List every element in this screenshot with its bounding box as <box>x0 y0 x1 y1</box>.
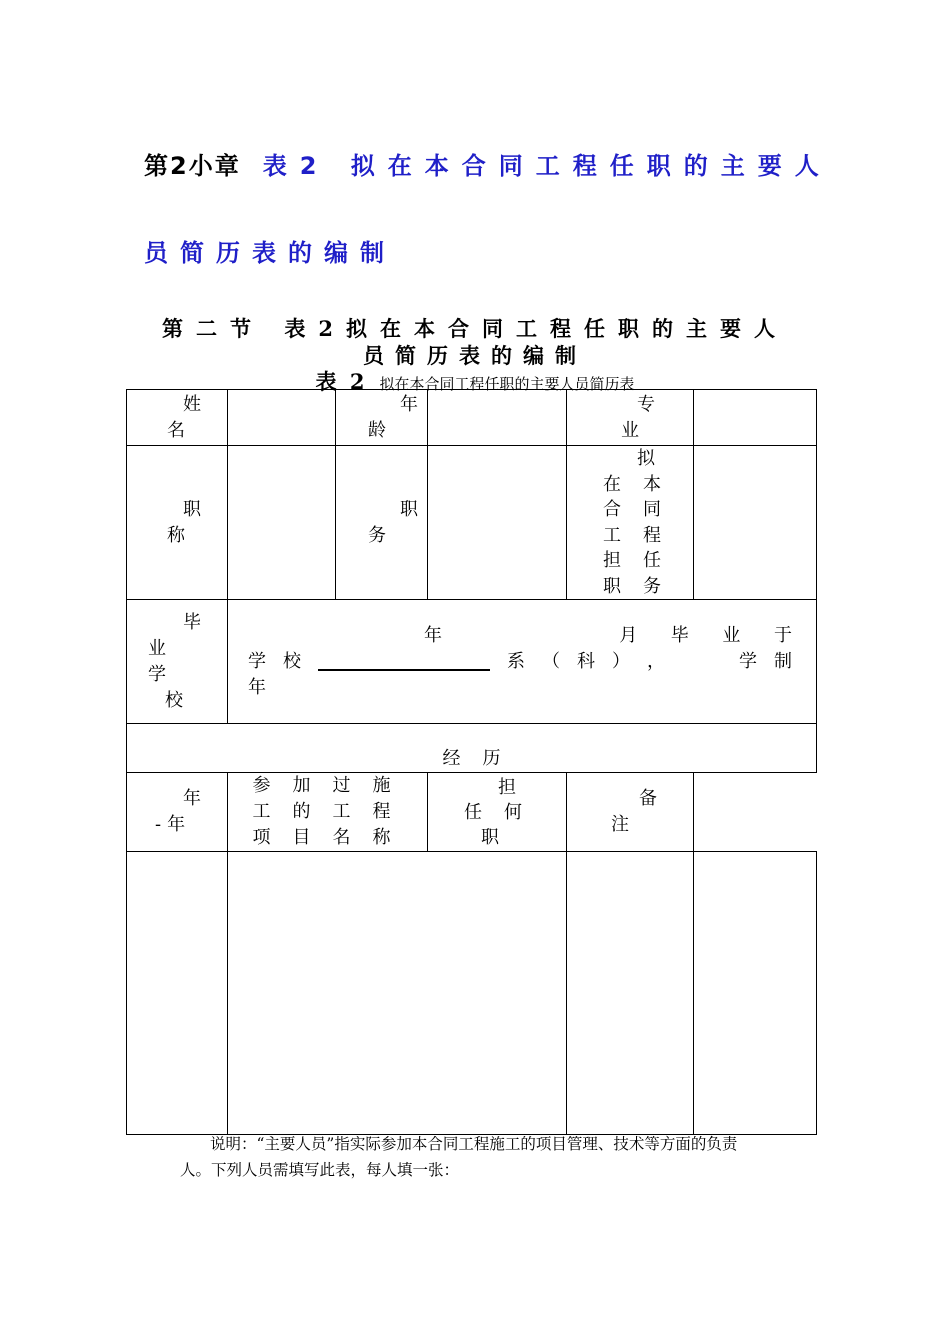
proposed-position-label-cell <box>567 446 694 600</box>
age-label-cell <box>336 390 428 446</box>
note-line2: 人。下列人员需填写此表，每人填一张： <box>180 1161 460 1179</box>
chapter-prefix: 第2小章 <box>144 152 241 180</box>
experience-header-cell <box>127 724 817 773</box>
chapter-title-line2: 员简历表的编制 <box>144 239 396 267</box>
remark-header-line1: 备 <box>639 788 657 809</box>
chapter-title-line1: 表2 拟在本合同工程任职的主要人 <box>262 152 832 180</box>
grad-year-char: 年 <box>424 624 442 646</box>
table-number: 表 2 <box>315 369 368 394</box>
experience-years-input-cell[interactable] <box>127 852 228 1135</box>
duty-label-char1: 职 <box>400 498 418 520</box>
graduation-line1 <box>248 623 792 649</box>
title-label-char1: 职 <box>183 498 201 520</box>
title-label-char2: 称 <box>167 524 185 546</box>
experience-label: 经历 <box>442 748 523 769</box>
duty-value-cell[interactable] <box>428 446 567 600</box>
major-label-char2: 业 <box>621 419 639 441</box>
name-label-char2: 名 <box>167 419 185 441</box>
grad-comma-char: ， <box>647 650 665 672</box>
title-label-cell <box>127 446 228 600</box>
proposed-position-value-cell[interactable] <box>694 446 817 600</box>
project-header-cell <box>228 773 428 852</box>
name-label-char1: 姓 <box>183 393 201 415</box>
project-header-line2: 项目名称 <box>252 827 413 848</box>
school-name-blank[interactable] <box>318 649 490 671</box>
remark-header-cell <box>567 773 694 852</box>
grad-xuezhi-char2: 制 <box>774 650 792 672</box>
grad-rparen-char: ） <box>612 650 630 672</box>
proposed-label-line4: 工程 <box>603 524 683 546</box>
name-value-cell[interactable] <box>228 390 336 446</box>
experience-project-input-cell[interactable] <box>228 852 567 1135</box>
graduation-line2 <box>248 649 792 675</box>
years-header-line2: -年 <box>155 814 192 835</box>
title-value-cell[interactable] <box>228 446 336 600</box>
years-header-cell <box>127 773 228 852</box>
proposed-label-line6: 职务 <box>603 575 683 597</box>
graduation-info-cell[interactable] <box>228 600 817 724</box>
duty-label-cell <box>336 446 428 600</box>
table-row <box>127 390 817 446</box>
major-label-char1: 专 <box>637 393 655 415</box>
grad-bi-char: 毕 <box>670 624 689 646</box>
table-row <box>127 600 817 724</box>
grad-xuezhi-char1: 学 <box>739 650 757 672</box>
role-header-line3: 职 <box>481 826 499 848</box>
table-row <box>127 724 817 773</box>
table-row <box>127 852 817 1135</box>
table-title: 拟在本合同工程任职的主要人员简历表 <box>379 375 635 393</box>
role-header-line2: 任何 <box>464 801 544 823</box>
graduation-line3: 年 <box>248 676 266 698</box>
grad-xiao-char: 校 <box>283 650 301 672</box>
remark-header-line2: 注 <box>611 814 629 835</box>
experience-role-input-cell[interactable] <box>567 852 694 1135</box>
section-title-line2: 员简历表的编制 <box>363 343 587 368</box>
section-title-line1: 第二节 表2拟在本合同工程任职的主要人 <box>162 316 788 341</box>
proposed-label-line2: 在本 <box>603 473 683 495</box>
proposed-label-line5: 担任 <box>603 550 683 571</box>
role-header-line1: 担 <box>498 776 516 798</box>
grad-ke-char: 科 <box>577 650 595 672</box>
grad-xi-char: 系 <box>507 650 525 672</box>
school-label-line3: 校 <box>165 689 183 711</box>
grad-yu-char: 于 <box>773 624 792 646</box>
resume-form-table <box>126 389 817 1135</box>
duty-label-char2: 务 <box>368 524 386 546</box>
table-row <box>127 446 817 600</box>
age-label-char1: 年 <box>400 393 418 415</box>
table-row <box>127 773 817 852</box>
chapter-heading-line2 <box>144 233 396 268</box>
age-label-char2: 龄 <box>368 419 386 441</box>
grad-ye-char: 业 <box>722 624 741 646</box>
age-value-cell[interactable] <box>428 390 567 446</box>
experience-remark-input-cell[interactable] <box>694 852 817 1135</box>
proposed-label-line3: 合同 <box>603 499 683 520</box>
proposed-label-line1: 拟 <box>637 448 655 469</box>
role-header-cell <box>428 773 567 852</box>
school-label-cell <box>127 600 228 724</box>
note-line1: 说明：“主要人员”指实际参加本合同工程施工的项目管理、技术等方面的负责 <box>210 1135 738 1153</box>
grad-month-char: 月 <box>619 624 638 646</box>
project-header-line1: 参加过施工的工程 <box>252 775 413 822</box>
chapter-heading-line1 <box>144 146 832 181</box>
table-note <box>180 1131 820 1183</box>
grad-lparen-char: （ <box>542 650 560 672</box>
name-label-cell <box>127 390 228 446</box>
major-label-cell <box>567 390 694 446</box>
years-header-line1: 年 <box>183 788 201 809</box>
major-value-cell[interactable] <box>694 390 817 446</box>
school-label-line2: 业学 <box>148 637 188 685</box>
school-label-line1: 毕 <box>183 611 201 633</box>
grad-xue-char: 学 <box>248 650 266 672</box>
